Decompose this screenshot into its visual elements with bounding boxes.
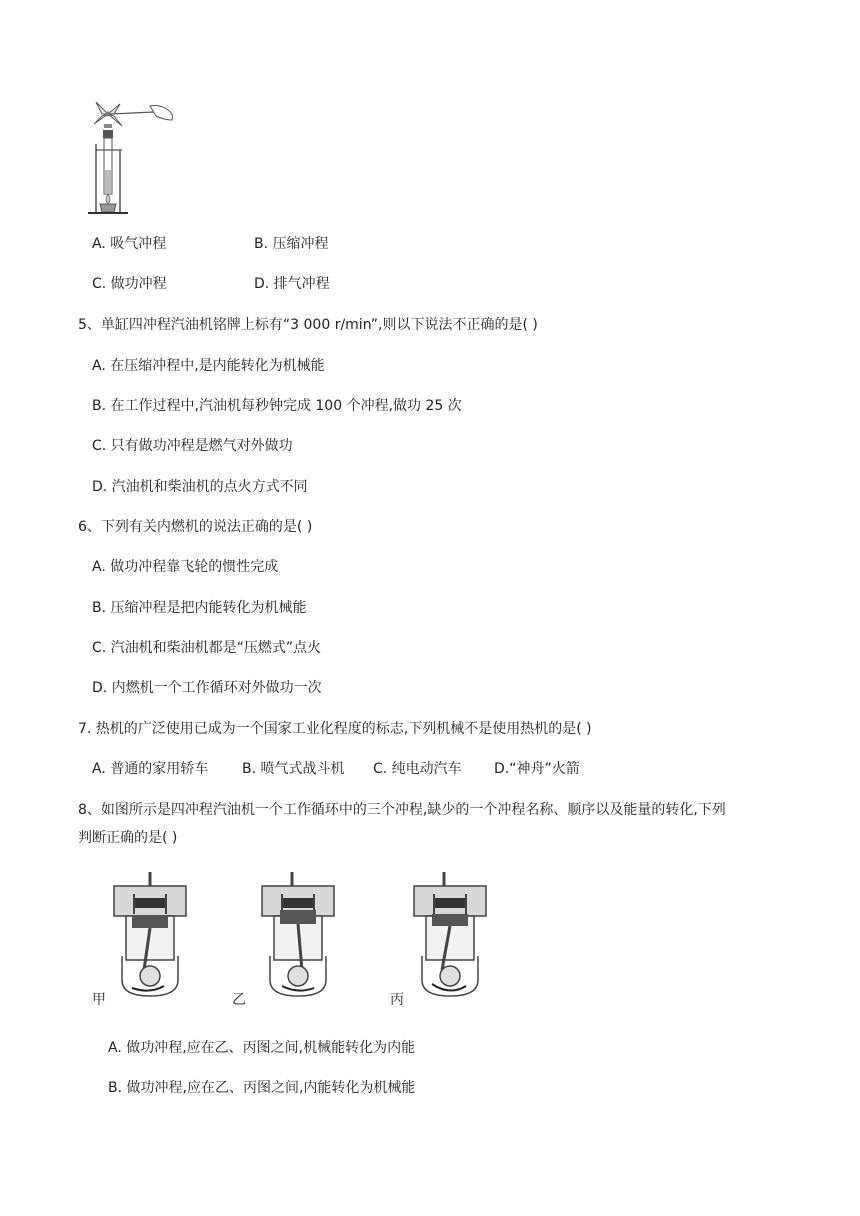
q7-stem: 7. 热机的广泛使用已成为一个国家工业化程度的标志,下列机械不是使用热机的是( ) [78,721,592,737]
engine-figure-yi [252,870,344,1000]
q7-option-d: D.“神舟”火箭 [494,761,580,777]
engine-label-bing: 丙 [390,992,404,1008]
q4-option-a: A. 吸气冲程 [92,236,167,252]
q5-stem: 5、单缸四冲程汽油机铭牌上标有“3 000 r/min”,则以下说法不正确的是( ) [78,317,538,333]
engine-label-jia: 甲 [92,992,106,1008]
engine-label-yi: 乙 [232,992,246,1008]
q7-option-b: B. 喷气式战斗机 [242,761,345,777]
q6-option-d: D. 内燃机一个工作循环对外做功一次 [92,680,322,696]
q5-option-b: B. 在工作过程中,汽油机每秒钟完成 100 个冲程,做功 25 次 [92,398,462,414]
q4-option-b: B. 压缩冲程 [254,236,329,252]
engine-figure-bing [404,870,496,1000]
engine-figure-jia [104,870,196,1000]
q6-option-a: A. 做功冲程靠飞轮的惯性完成 [92,559,279,575]
q8-option-a: A. 做功冲程,应在乙、丙图之间,机械能转化为内能 [108,1040,416,1056]
q8-stem-line1: 8、如图所示是四冲程汽油机一个工作循环中的三个冲程,缺少的一个冲程名称、顺序以及能量的转化,下列 [78,802,726,818]
q6-option-b: B. 压缩冲程是把内能转化为机械能 [92,600,307,616]
q8-stem-line2: 判断正确的是( ) [78,830,178,846]
q5-option-a: A. 在压缩冲程中,是内能转化为机械能 [92,358,325,374]
q7-option-c: C. 纯电动汽车 [373,761,462,777]
q5-option-c: C. 只有做功冲程是燃气对外做功 [92,438,293,454]
q7-option-a: A. 普通的家用轿车 [92,761,209,777]
q6-stem: 6、下列有关内燃机的说法正确的是( ) [78,519,313,535]
q8-option-b: B. 做功冲程,应在乙、丙图之间,内能转化为机械能 [108,1080,416,1096]
pinwheel-steam-figure [88,100,180,216]
q5-option-d: D. 汽油机和柴油机的点火方式不同 [92,479,308,495]
q6-option-c: C. 汽油机和柴油机都是“压燃式”点火 [92,640,322,656]
q4-option-c: C. 做功冲程 [92,276,167,292]
q4-option-d: D. 排气冲程 [254,276,330,292]
